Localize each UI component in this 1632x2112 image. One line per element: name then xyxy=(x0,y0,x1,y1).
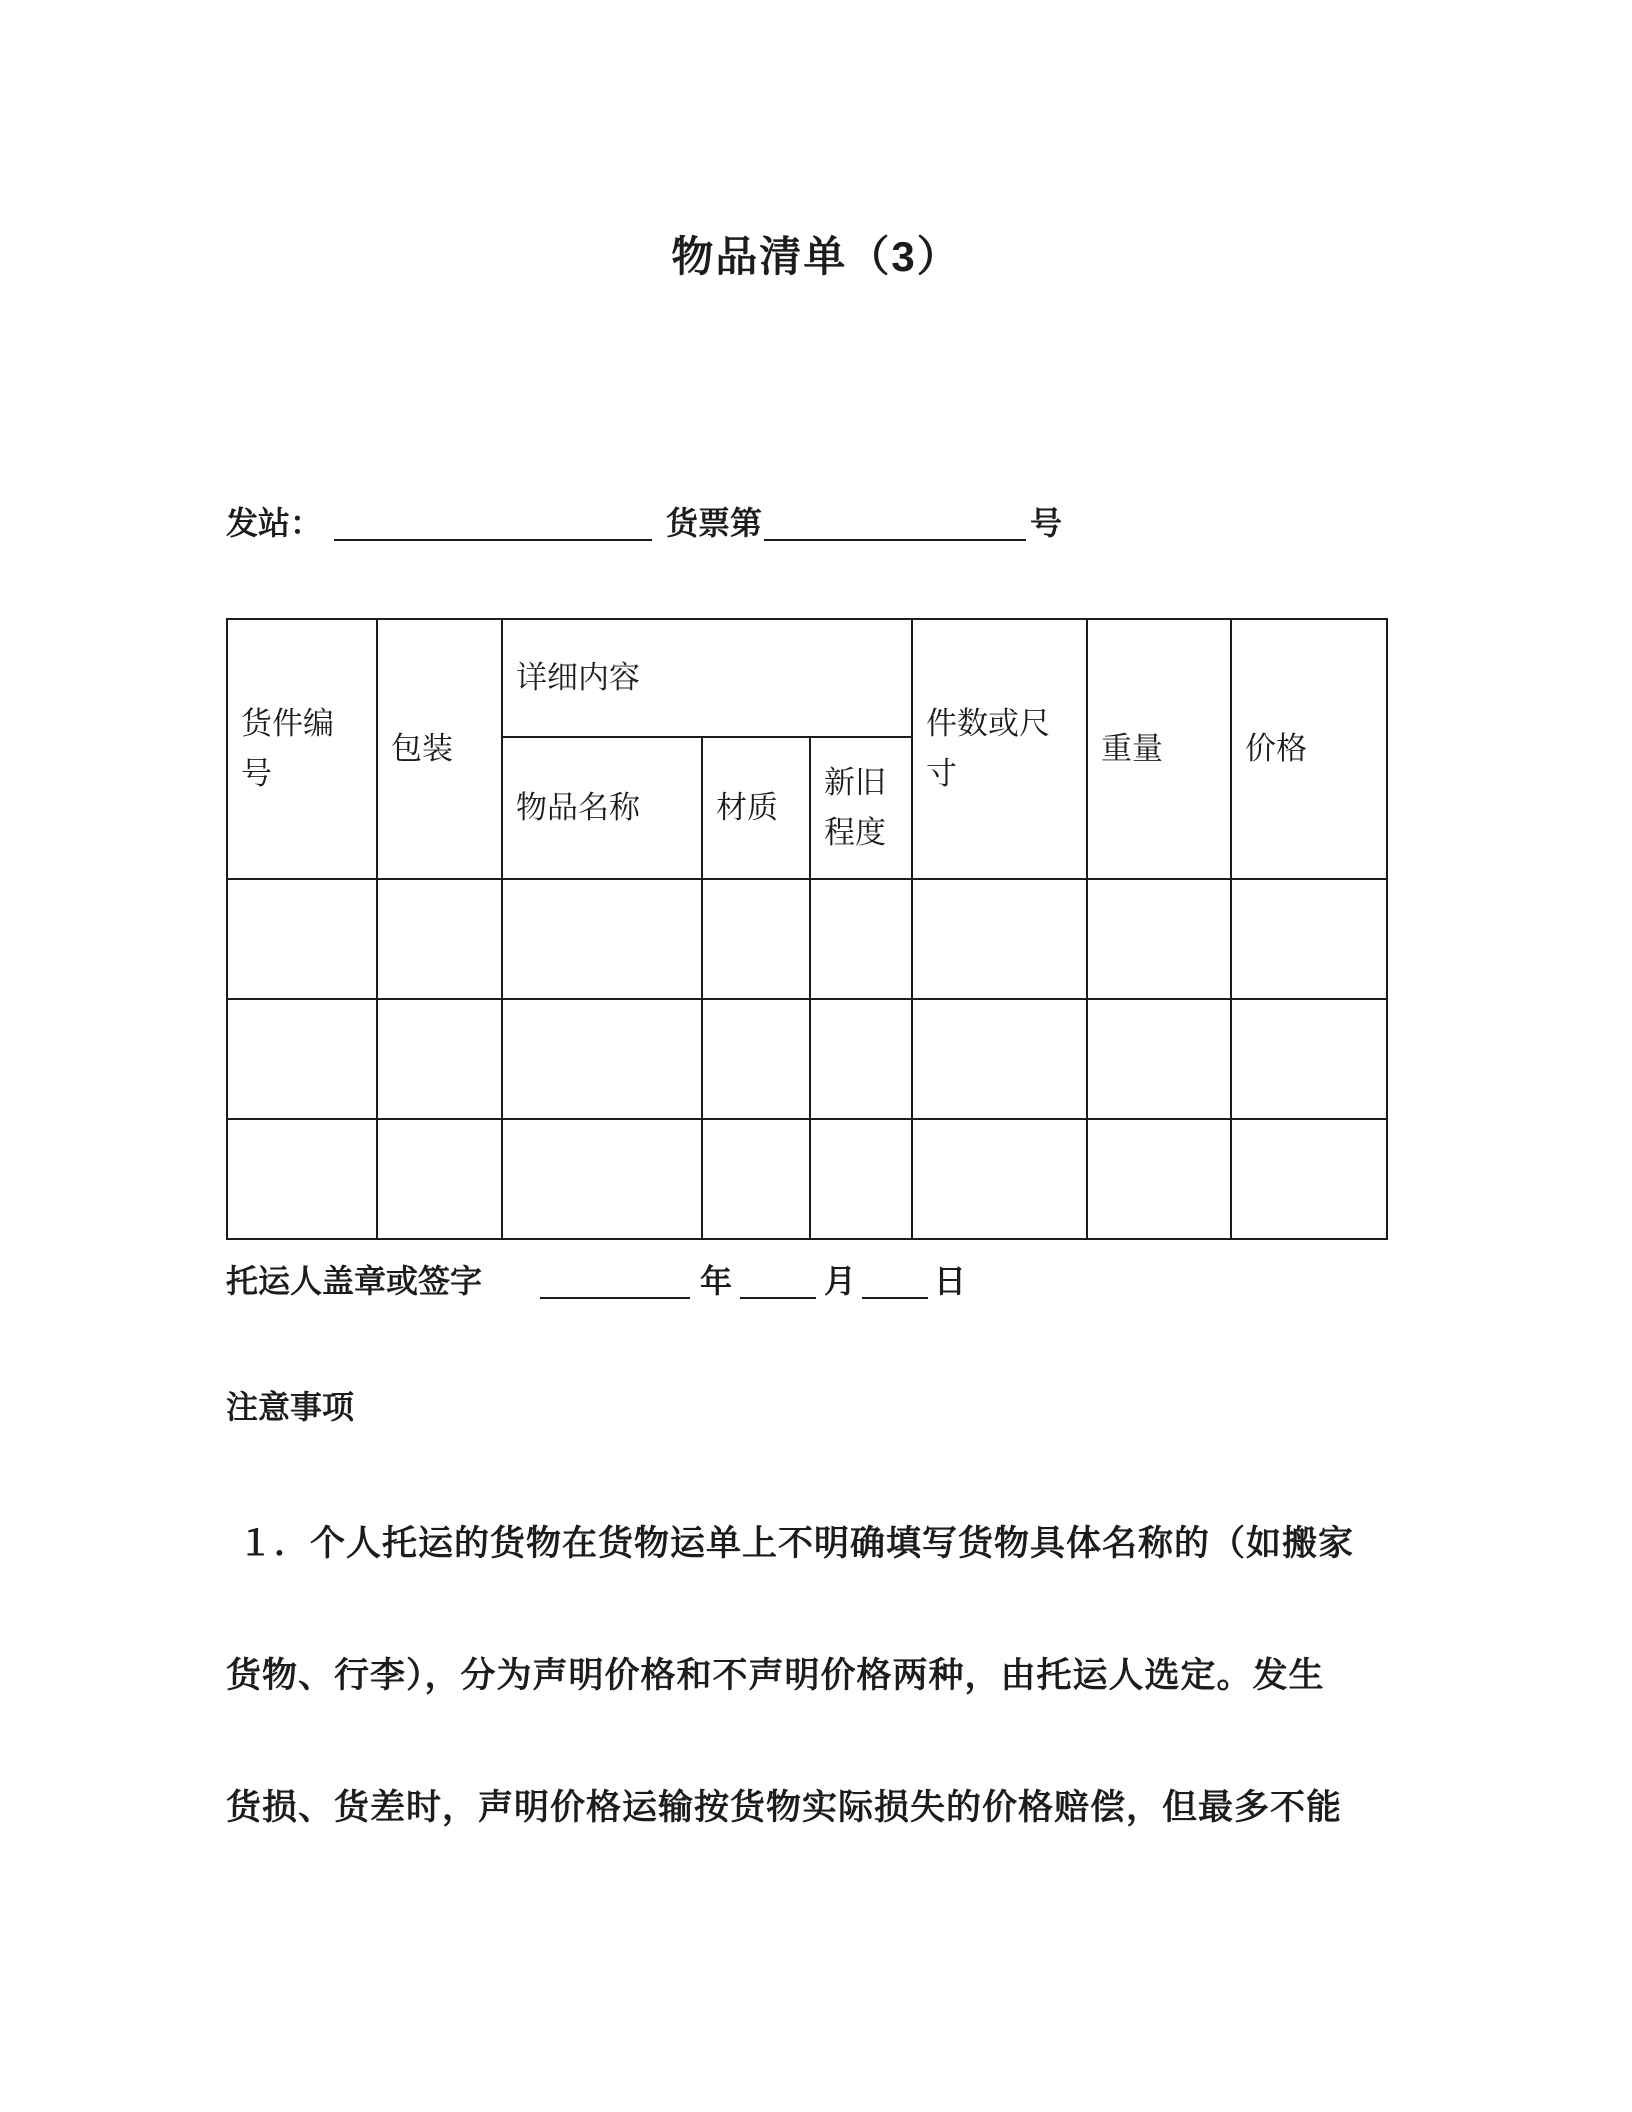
table-cell xyxy=(502,879,702,999)
day-label: 日 xyxy=(934,1263,967,1299)
table-cell xyxy=(702,1119,810,1239)
table-row xyxy=(227,879,1387,999)
table-cell xyxy=(377,1119,502,1239)
month-blank-line xyxy=(862,1265,928,1299)
station-label: 发站： xyxy=(226,505,323,541)
table-cell xyxy=(227,1119,377,1239)
table-cell xyxy=(912,999,1087,1119)
note-line: 货损、货差时，声明价格运输按货物实际损失的价格赔偿，但最多不能 xyxy=(226,1788,1343,1827)
table-cell xyxy=(502,1119,702,1239)
table-cell xyxy=(1087,879,1231,999)
header-material: 材质 xyxy=(702,737,810,879)
table-cell xyxy=(377,879,502,999)
table-cell xyxy=(702,879,810,999)
signature-blank-line xyxy=(540,1265,690,1299)
header-packaging: 包装 xyxy=(377,619,502,879)
header-pieces-or-size: 件数或尺寸 xyxy=(912,619,1087,879)
table-cell xyxy=(1231,999,1387,1119)
notes-heading: 注意事项 xyxy=(226,1389,355,1425)
station-blank-line xyxy=(334,507,652,541)
table-cell xyxy=(227,999,377,1119)
page-title: 物品清单（3） xyxy=(671,233,961,281)
table-cell xyxy=(377,999,502,1119)
table-cell xyxy=(1231,1119,1387,1239)
table-cell xyxy=(1087,999,1231,1119)
table-cell xyxy=(1231,879,1387,999)
header-weight: 重量 xyxy=(1087,619,1231,879)
table-cell xyxy=(810,879,912,999)
header-price: 价格 xyxy=(1231,619,1387,879)
signature-label: 托运人盖章或签字 xyxy=(226,1263,483,1299)
signature-line xyxy=(226,1256,966,1302)
table-row xyxy=(227,999,1387,1119)
goods-list-table xyxy=(226,618,1388,1240)
table-cell xyxy=(227,879,377,999)
waybill-label: 货票第 xyxy=(666,505,763,541)
station-waybill-line xyxy=(226,498,1062,544)
year-label: 年 xyxy=(700,1263,733,1299)
year-blank-line xyxy=(740,1265,816,1299)
table-row xyxy=(227,1119,1387,1239)
header-detail-content: 详细内容 xyxy=(502,619,912,737)
note-line: 货物、行李），分为声明价格和不声明价格两种，由托运人选定。发生 xyxy=(226,1656,1325,1695)
waybill-blank-line xyxy=(764,507,1026,541)
table-cell xyxy=(502,999,702,1119)
waybill-number-suffix: 号 xyxy=(1030,505,1063,541)
header-condition: 新旧程度 xyxy=(810,737,912,879)
note-line: １．个人托运的货物在货物运单上不明确填写货物具体名称的（如搬家 xyxy=(238,1524,1355,1563)
table-cell xyxy=(810,999,912,1119)
table-cell xyxy=(702,999,810,1119)
table-cell xyxy=(912,1119,1087,1239)
table-cell xyxy=(810,1119,912,1239)
month-label: 月 xyxy=(824,1263,857,1299)
table-cell xyxy=(1087,1119,1231,1239)
header-cargo-number: 货件编号 xyxy=(227,619,377,879)
header-item-name: 物品名称 xyxy=(502,737,702,879)
table-cell xyxy=(912,879,1087,999)
